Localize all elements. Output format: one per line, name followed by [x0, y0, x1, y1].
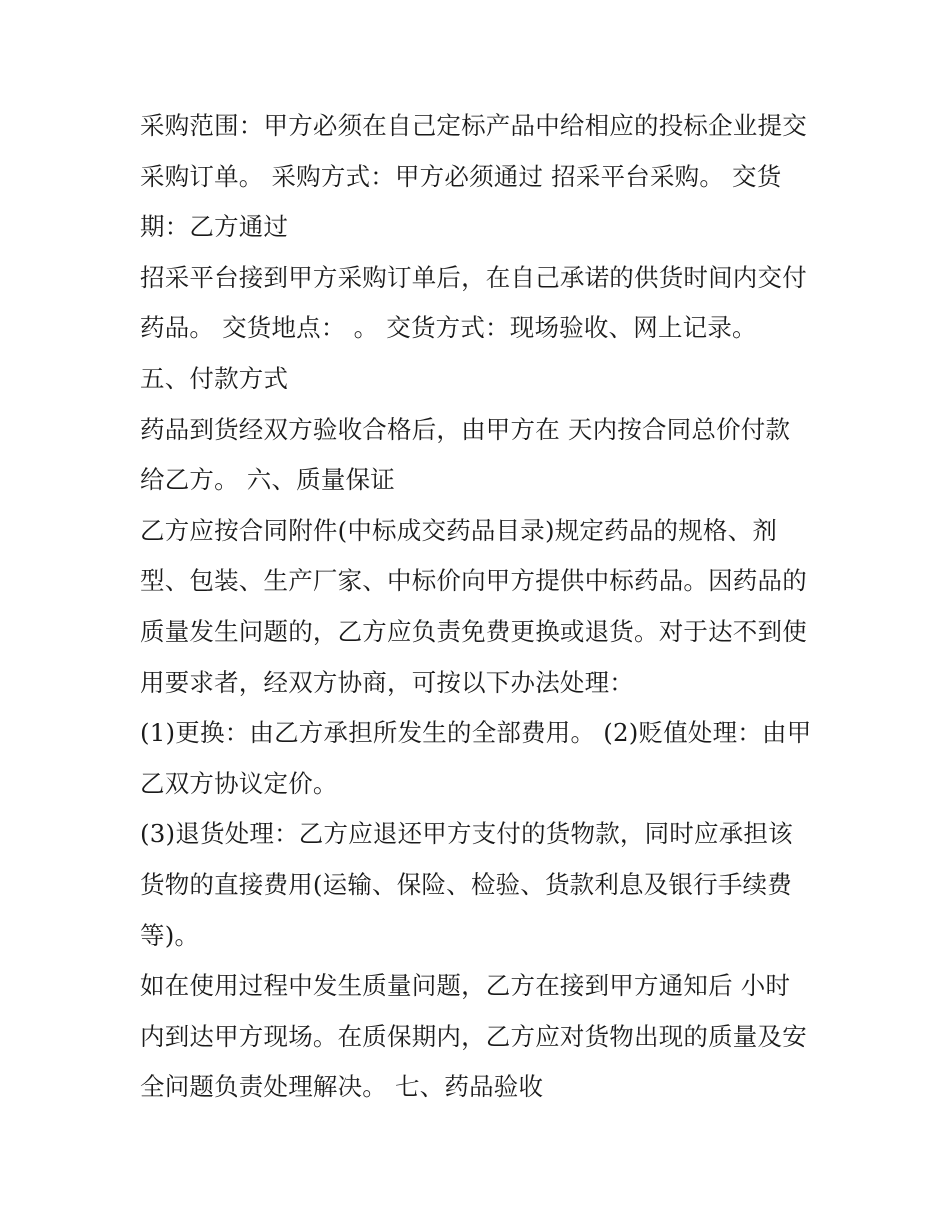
text-line-inspection-heading: 全问题负责处理解决。 七、药品验收	[140, 1072, 544, 1102]
text-line-onsite-response: 如在使用过程中发生质量问题，乙方在接到甲方通知后 小时	[140, 971, 791, 1001]
text-line-warranty-period: 内到达甲方现场。在质保期内，乙方应对货物出现的质量及安	[140, 1021, 807, 1051]
text-line-delivery-period: 期：乙方通过	[140, 212, 289, 242]
text-line-return-costs: 货物的直接费用(运输、保险、检验、货款利息及银行手续费	[140, 869, 792, 899]
text-line-return-end: 等)。	[140, 920, 200, 950]
text-line-procurement-method: 采购订单。 采购方式：甲方必须通过 招采平台采购。 交货	[140, 161, 782, 191]
text-line-payment-terms: 药品到货经双方验收合格后，由甲方在 天内按合同总价付款	[140, 414, 791, 444]
text-line-quality-problem: 质量发生问题的，乙方应负责免费更换或退货。对于达不到使	[140, 616, 807, 646]
text-line-return: (3)退货处理：乙方应退还甲方支付的货物款，同时应承担该	[140, 819, 793, 849]
text-line-price-agreement: 乙双方协议定价。	[140, 768, 338, 798]
text-line-replacement: (1)更换：由乙方承担所发生的全部费用。 (2)贬值处理：由甲	[140, 718, 812, 748]
text-line-quality-spec: 乙方应按合同附件(中标成交药品目录)规定药品的规格、剂	[140, 515, 778, 545]
contract-text-body	[140, 101, 820, 1113]
text-line-quality-supply: 型、包装、生产厂家、中标价向甲方提供中标药品。因药品的	[140, 566, 807, 596]
text-line-delivery-platform: 招采平台接到甲方采购订单后，在自己承诺的供货时间内交付	[140, 262, 807, 292]
text-line-delivery-location: 药品。 交货地点： 。 交货方式：现场验收、网上记录。	[140, 313, 757, 343]
text-line-quality-heading: 给乙方。 六、质量保证	[140, 465, 395, 495]
text-line-quality-handling: 用要求者，经双方协商，可按以下办法处理：	[140, 667, 634, 697]
section-heading-payment: 五、付款方式	[140, 363, 289, 393]
text-line-procurement-scope: 采购范围：甲方必须在自己定标产品中给相应的投标企业提交	[140, 111, 807, 140]
